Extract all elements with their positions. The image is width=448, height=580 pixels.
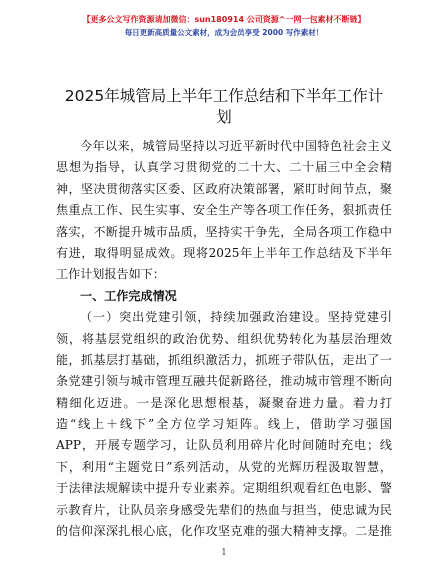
body-line: 今年以来，城管局坚持以习近平新时代中国特色社会主义 — [80, 139, 392, 153]
body-line: 思想为指导，认真学习贯彻党的二十大、二十届三中全会精 — [56, 160, 392, 175]
body-line: 示教育片，让队员亲身感受先辈们的热血与担当，使忠诚为民 — [56, 502, 392, 517]
body-line: 下，利用“主题党日”系列活动，从党的光辉历程汲取智慧， — [56, 459, 392, 474]
body-line: 有进，取得明显成效。现将2025年上半年工作总结及下半年 — [56, 245, 392, 260]
body-line: 工作计划报告如下： — [56, 267, 165, 282]
body-line: 领，将基层党组织的政治优势、组织优势转化为基层治理效 — [56, 331, 392, 346]
body-line: 神，坚决贯彻落实区委、区政府决策部署，紧盯时间节点，聚 — [56, 181, 392, 196]
body-line: 能，抓基层打基础，抓组织激活力，抓班子带队伍，走出了一 — [56, 352, 392, 367]
body-line: （一）突出党建引领，持续加强政治建设。坚持党建引 — [80, 310, 392, 325]
body-line: APP，开展专题学习，让队员利用碎片化时间随时充电；线 — [56, 438, 392, 453]
body-line: 造“线上＋线下”全方位学习矩阵。线上，借助学习强国 — [56, 417, 392, 432]
promo-banner-line-2: 每日更新高质量公文素材，成为会员享受 2000 写作素材！ — [124, 28, 324, 37]
body-line: 精细化迈进。一是深化思想根基，凝聚奋进力量。着力打 — [56, 395, 392, 410]
document-body — [56, 136, 392, 542]
document-title: 2025年城管局上半年工作总结和下半年工作计划 — [64, 87, 384, 126]
body-line: 条党建引领与城市管理互融共促新路径，推动城市管理不断向 — [56, 374, 392, 389]
body-line: 于法律法规解读中提升专业素养。定期组织观看红色电影、警 — [56, 481, 392, 496]
body-line: 焦重点工作、民生实事、安全生产等各项工作任务，狠抓责任 — [56, 203, 392, 218]
section-heading: 一、工作完成情况 — [80, 288, 177, 303]
body-line: 的信仰深深扎根心底，化作攻坚克难的强大精神支撑。二是推 — [56, 524, 392, 539]
body-line: 落实，不断提升城市品质，坚持实干争先，全局各项工作稳中 — [56, 224, 392, 239]
promo-banner-line-1: 【更多公文写作资源请加微信：sun180914 公司资源^一网一包素材不断链】 — [82, 15, 366, 24]
page-number: 1 — [221, 548, 227, 558]
